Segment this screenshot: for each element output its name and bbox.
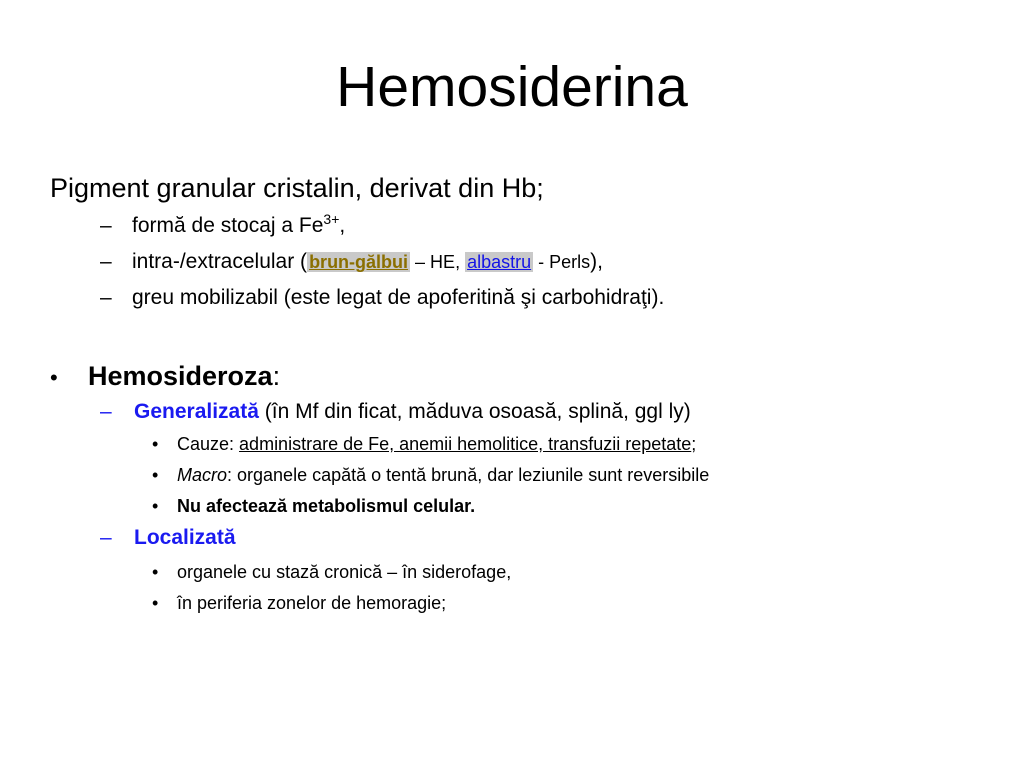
hemosideroza-heading: [88, 360, 280, 392]
bullet-marker: •: [50, 365, 58, 390]
localizata-label: Localizată: [134, 526, 236, 549]
intro-item-storage: [132, 213, 345, 239]
periphery-line: în periferia zonelor de hemoragie;: [177, 593, 447, 613]
stasis-line: organele cu stază cronică – în siderofage,: [177, 562, 512, 582]
metabolism-line: Nu afectează metabolismul celular.: [177, 496, 476, 516]
stain-brown-label: brun-gălbui: [309, 252, 409, 272]
intro-item-location: [132, 249, 603, 275]
iron-superscript: 3+: [323, 211, 340, 227]
bullet-marker-small: •: [152, 593, 159, 613]
intro-item-mobilization: greu mobilizabil (este legat de apoferitină şi carbohidraţi).: [132, 286, 665, 309]
macro-label: Macro: [177, 465, 228, 485]
bullet-marker-small: •: [152, 465, 159, 485]
storage-after: ,: [339, 214, 346, 237]
dash-marker-blue: –: [100, 526, 112, 549]
location-after: ),: [590, 250, 603, 273]
generalizata-text: (în Mf din ficat, măduva osoasă, splină, ggl ly): [258, 400, 691, 423]
cauze-list: administrare de Fe, anemii hemolitice, transfuzii repetate: [239, 434, 692, 454]
macro-text: : organele capătă o tentă brună, dar leziunile sunt reversibile: [227, 465, 710, 485]
bullet-marker-small: •: [152, 434, 159, 454]
bullet-marker-small: •: [152, 496, 159, 516]
cauze-after: ;: [691, 434, 697, 454]
stain-perls-label: - Perls: [533, 252, 591, 272]
slide-title: Hemosiderina: [336, 55, 688, 119]
bullet-marker-small: •: [152, 562, 159, 582]
intro-text: Pigment granular cristalin, derivat din Hb;: [50, 173, 544, 203]
hemosideroza-label: Hemosideroza: [88, 361, 273, 391]
dash-marker: –: [100, 286, 112, 309]
dash-marker-blue: –: [100, 400, 112, 423]
dash-marker: –: [100, 214, 112, 237]
cauze-line: [177, 433, 696, 455]
generalizata-line: [134, 399, 691, 425]
macro-line: [177, 464, 709, 486]
location-before: intra-/extracelular (: [132, 250, 308, 273]
storage-text: formă de stocaj a Fe: [132, 214, 324, 237]
generalizata-label: Generalizată: [134, 400, 259, 423]
hemosideroza-colon: :: [272, 361, 281, 391]
stain-he-label: – HE,: [410, 252, 466, 272]
dash-marker: –: [100, 250, 112, 273]
stain-blue-label: albastru: [467, 252, 532, 272]
cauze-label: Cauze:: [177, 434, 240, 454]
